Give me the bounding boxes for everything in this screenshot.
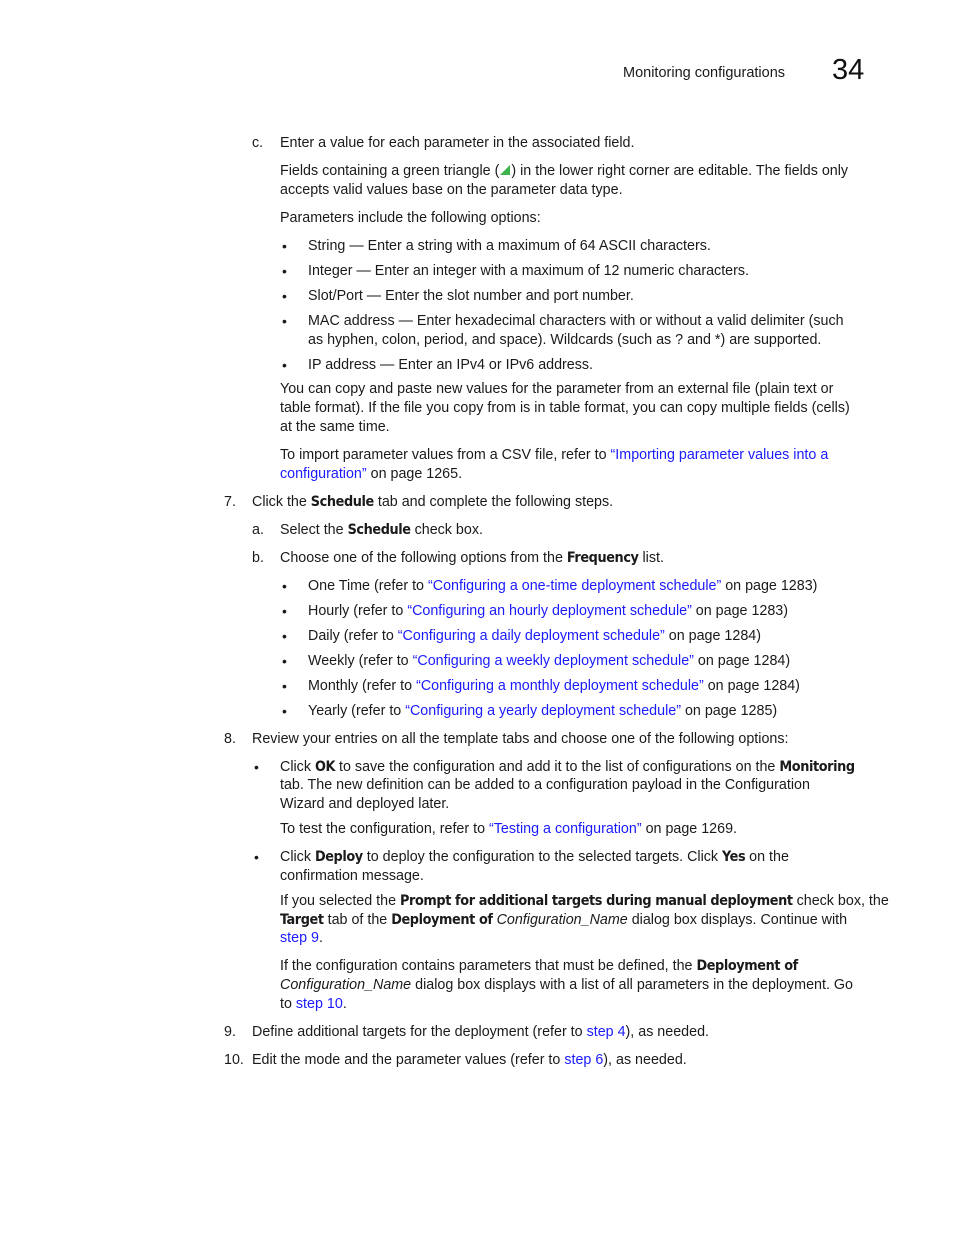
frequency-weekly: Weekly (refer to “Configuring a weekly deployment schedule” on page 1284) — [308, 653, 791, 669]
param-slot-port: Slot/Port — Enter the slot number and port number. — [308, 288, 634, 304]
bullet-icon: • — [254, 849, 259, 865]
deploy-para2-line1: If the configuration contains parameters that must be defined, the Deployment of — [280, 958, 798, 974]
frequency-hourly: Hourly (refer to “Configuring an hourly deployment schedule” on page 1283) — [308, 603, 789, 619]
editable-fields-line1: Fields containing a green triangle ( ) in the lower right corner are editable. The fields only — [280, 163, 849, 179]
step-c-text: Enter a value for each parameter in the associated field. — [280, 135, 635, 151]
bullet-icon: • — [282, 678, 287, 694]
deploy-para1-line2: Target tab of the Deployment of Configuration_Name dialog box displays. Continue with — [280, 912, 848, 928]
step-9-text: Define additional targets for the deployment (refer to step 4), as needed. — [252, 1024, 709, 1040]
param-mac-line1: MAC address — Enter hexadecimal characters with or without a valid delimiter (such — [308, 313, 844, 329]
editable-fields-line2: accepts valid values base on the parameter data type. — [280, 182, 623, 198]
frequency-daily: Daily (refer to “Configuring a daily deployment schedule” on page 1284) — [308, 628, 762, 644]
bullet-icon: • — [282, 313, 287, 329]
bullet-icon: • — [282, 263, 287, 279]
green-triangle-icon — [499, 164, 511, 176]
hourly-schedule-link[interactable]: “Configuring an hourly deployment schedule” — [407, 603, 692, 619]
bullet-icon: • — [282, 357, 287, 373]
step-8-marker: 8. — [224, 731, 236, 747]
step-6-link[interactable]: step 6 — [564, 1052, 604, 1068]
step-7a-text: Select the Schedule check box. — [280, 522, 483, 538]
import-para-line1: To import parameter values from a CSV file, refer to “Importing parameter values into a — [280, 447, 829, 463]
step-10-link[interactable]: step 10 — [295, 996, 343, 1012]
bullet-icon: • — [282, 703, 287, 719]
bullet-icon: • — [282, 628, 287, 644]
chapter-number: 34 — [832, 54, 865, 86]
step-c-marker: c. — [252, 135, 264, 151]
import-link[interactable]: configuration” — [280, 466, 367, 482]
deploy-para1-line1: If you selected the Prompt for additional targets during manual deployment check box, the — [280, 893, 889, 909]
import-para-line2: configuration” on page 1265. — [280, 466, 463, 482]
bullet-icon: • — [282, 238, 287, 254]
ok-option-line2: tab. The new definition can be added to a configuration payload in the Configuration — [280, 777, 810, 793]
deploy-para2-line3: to step 10. — [280, 996, 347, 1012]
deploy-option-line2: confirmation message. — [280, 868, 424, 884]
param-mac-line2: as hyphen, colon, period, and space). Wildcards (such as ? and *) are supported. — [308, 332, 822, 348]
running-header-title: Monitoring configurations — [623, 65, 786, 81]
ok-option-line3: Wizard and deployed later. — [280, 796, 450, 812]
step-7a-marker: a. — [252, 522, 264, 538]
params-intro: Parameters include the following options: — [280, 210, 541, 226]
deploy-para2-line2: Configuration_Name dialog box displays with a list of all parameters in the deployment. Go — [280, 977, 853, 993]
frequency-monthly: Monthly (refer to “Configuring a monthly deployment schedule” on page 1284) — [308, 678, 800, 694]
test-config-para: To test the configuration, refer to “Testing a configuration” on page 1269. — [280, 821, 738, 837]
step-9-link[interactable]: step 9 — [280, 930, 319, 946]
testing-config-link[interactable]: “Testing a configuration” — [489, 821, 642, 837]
step-7b-text: Choose one of the following options from the Frequency list. — [280, 550, 664, 566]
step-10-marker: 10. — [224, 1052, 244, 1068]
copy-para-line3: at the same time. — [280, 419, 390, 435]
weekly-schedule-link[interactable]: “Configuring a weekly deployment schedule” — [412, 653, 694, 669]
param-ip: IP address — Enter an IPv4 or IPv6 address. — [308, 357, 594, 373]
daily-schedule-link[interactable]: “Configuring a daily deployment schedule” — [397, 628, 665, 644]
step-4-link[interactable]: step 4 — [586, 1024, 626, 1040]
deploy-option-line1: Click Deploy to deploy the configuration to the selected targets. Click Yes on the — [280, 849, 789, 865]
param-integer: Integer — Enter an integer with a maximum of 12 numeric characters. — [308, 263, 750, 279]
step-9-marker: 9. — [224, 1024, 236, 1040]
copy-para-line1: You can copy and paste new values for the parameter from an external file (plain text or — [280, 381, 834, 397]
step-7b-marker: b. — [252, 550, 264, 566]
copy-para-line2: table format). If the file you copy from is in table format, you can copy multiple fields (cells) — [280, 400, 850, 416]
bullet-icon: • — [254, 759, 259, 775]
step-7-marker: 7. — [224, 494, 236, 510]
param-string: String — Enter a string with a maximum of 64 ASCII characters. — [308, 238, 711, 254]
frequency-yearly: Yearly (refer to “Configuring a yearly deployment schedule” on page 1285) — [308, 703, 778, 719]
bullet-icon: • — [282, 603, 287, 619]
bullet-icon: • — [282, 653, 287, 669]
step-7-text: Click the Schedule tab and complete the following steps. — [252, 494, 614, 510]
deploy-para1-line3: step 9. — [280, 930, 323, 946]
bullet-icon: • — [282, 578, 287, 594]
one-time-schedule-link[interactable]: “Configuring a one-time deployment schedule” — [427, 578, 722, 594]
step-8-text: Review your entries on all the template tabs and choose one of the following options: — [252, 731, 789, 747]
yearly-schedule-link[interactable]: “Configuring a yearly deployment schedule” — [405, 703, 681, 719]
import-link[interactable]: “Importing parameter values into a — [610, 447, 829, 463]
monthly-schedule-link[interactable]: “Configuring a monthly deployment schedule” — [416, 678, 704, 694]
step-10-text: Edit the mode and the parameter values (refer to step 6), as needed. — [252, 1052, 687, 1068]
bullet-icon: • — [282, 288, 287, 304]
ok-option-line1: Click OK to save the configuration and add it to the list of configurations on the Monitoring — [280, 759, 855, 775]
frequency-one-time: One Time (refer to “Configuring a one-time deployment schedule” on page 1283) — [308, 578, 818, 594]
